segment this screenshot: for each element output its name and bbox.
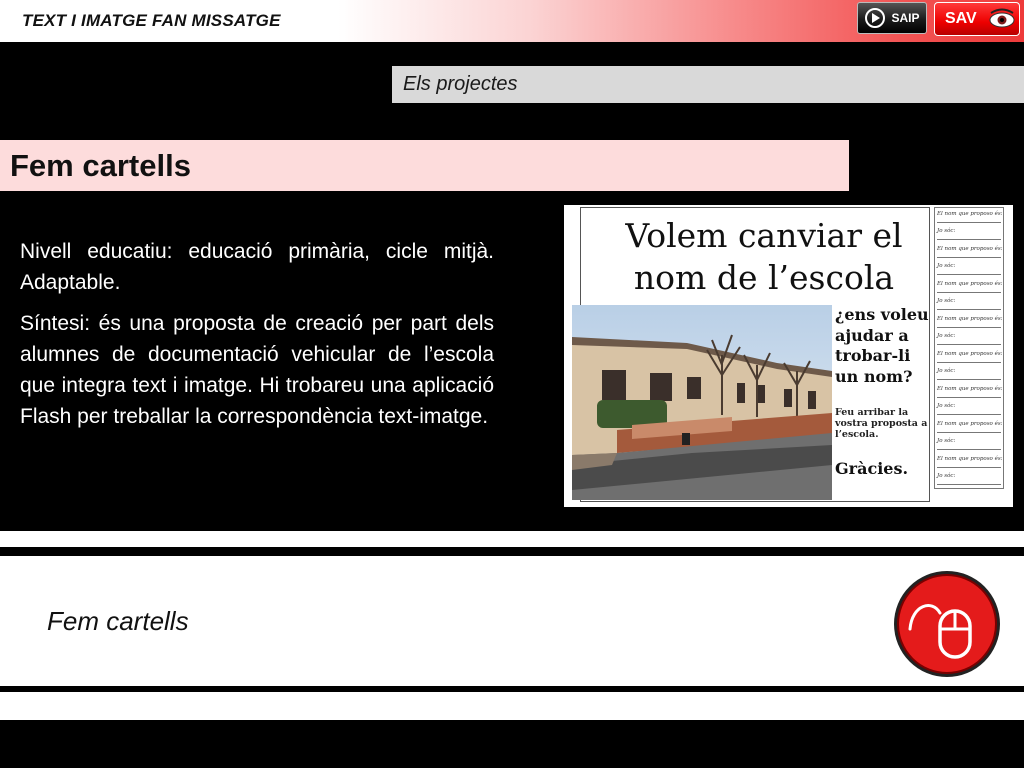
form-label: El nom que proposo és:	[937, 351, 1003, 357]
sav-label: SAV	[945, 10, 977, 27]
page-title: Fem cartells	[0, 140, 849, 191]
form-line	[937, 362, 1001, 363]
form-line	[937, 467, 1001, 468]
poster-image	[564, 205, 1013, 507]
form-label: Jo sóc:	[937, 473, 956, 479]
summary-text: Síntesi: és una proposta de creació per part dels alumnes de documentació vehicular de l’escola que integra text i imatge. Hi trobareu una aplicació Flash per treballar la correspondència text-imatge.	[20, 312, 494, 428]
form-label: Jo sóc:	[937, 298, 956, 304]
bottom-strip	[0, 692, 1024, 720]
form-line	[937, 484, 1001, 485]
form-label: El nom que proposo és:	[937, 211, 1003, 217]
divider-top	[0, 531, 1024, 547]
form-label: El nom que proposo és:	[937, 421, 1003, 427]
form-label: Jo sóc:	[937, 403, 956, 409]
poster-instruction: Feu arribar la vostra proposta a l’escola.	[835, 407, 928, 440]
form-line	[937, 327, 1001, 328]
form-label: Jo sóc:	[937, 263, 956, 269]
form-line	[937, 344, 1001, 345]
form-line	[937, 379, 1001, 380]
poster-form	[934, 207, 1004, 489]
form-line	[937, 432, 1001, 433]
form-label: Jo sóc:	[937, 228, 956, 234]
footer-panel	[0, 556, 1024, 686]
form-line	[937, 274, 1001, 275]
form-label: El nom que proposo és:	[937, 456, 1003, 462]
form-label: Jo sóc:	[937, 438, 956, 444]
footer-label: Fem cartells	[47, 606, 189, 636]
form-label: El nom que proposo és:	[937, 281, 1003, 287]
saip-button[interactable]	[857, 2, 927, 34]
form-line	[937, 222, 1001, 223]
play-icon	[864, 7, 886, 29]
form-line	[937, 414, 1001, 415]
form-label: Jo sóc:	[937, 333, 956, 339]
form-label: El nom que proposo és:	[937, 316, 1003, 322]
form-line	[937, 397, 1001, 398]
school-photo	[572, 305, 832, 500]
saip-label: SAIP	[891, 11, 920, 25]
eye-icon	[986, 7, 1018, 31]
form-label: El nom que proposo és:	[937, 386, 1003, 392]
section-label: Els projectes	[392, 66, 1024, 103]
education-level-text: Nivell educatiu: educació primària, cicle mitjà. Adaptable.	[20, 240, 494, 294]
form-label: El nom que proposo és:	[937, 246, 1003, 252]
form-line	[937, 292, 1001, 293]
description	[20, 236, 494, 442]
form-line	[937, 239, 1001, 240]
sav-button[interactable]	[934, 2, 1020, 36]
top-header-bar	[0, 0, 1024, 42]
mouse-icon[interactable]	[892, 569, 1002, 679]
form-line	[937, 257, 1001, 258]
app-title: TEXT I IMATGE FAN MISSATGE	[22, 11, 281, 30]
poster-title: Volem canviar el nom de l’escola	[625, 216, 903, 297]
form-label: Jo sóc:	[937, 368, 956, 374]
poster-question: ¿ens voleu ajudar a trobar-li un nom?	[835, 305, 929, 386]
poster-thanks: Gràcies.	[835, 459, 909, 478]
form-line	[937, 309, 1001, 310]
form-line	[937, 449, 1001, 450]
